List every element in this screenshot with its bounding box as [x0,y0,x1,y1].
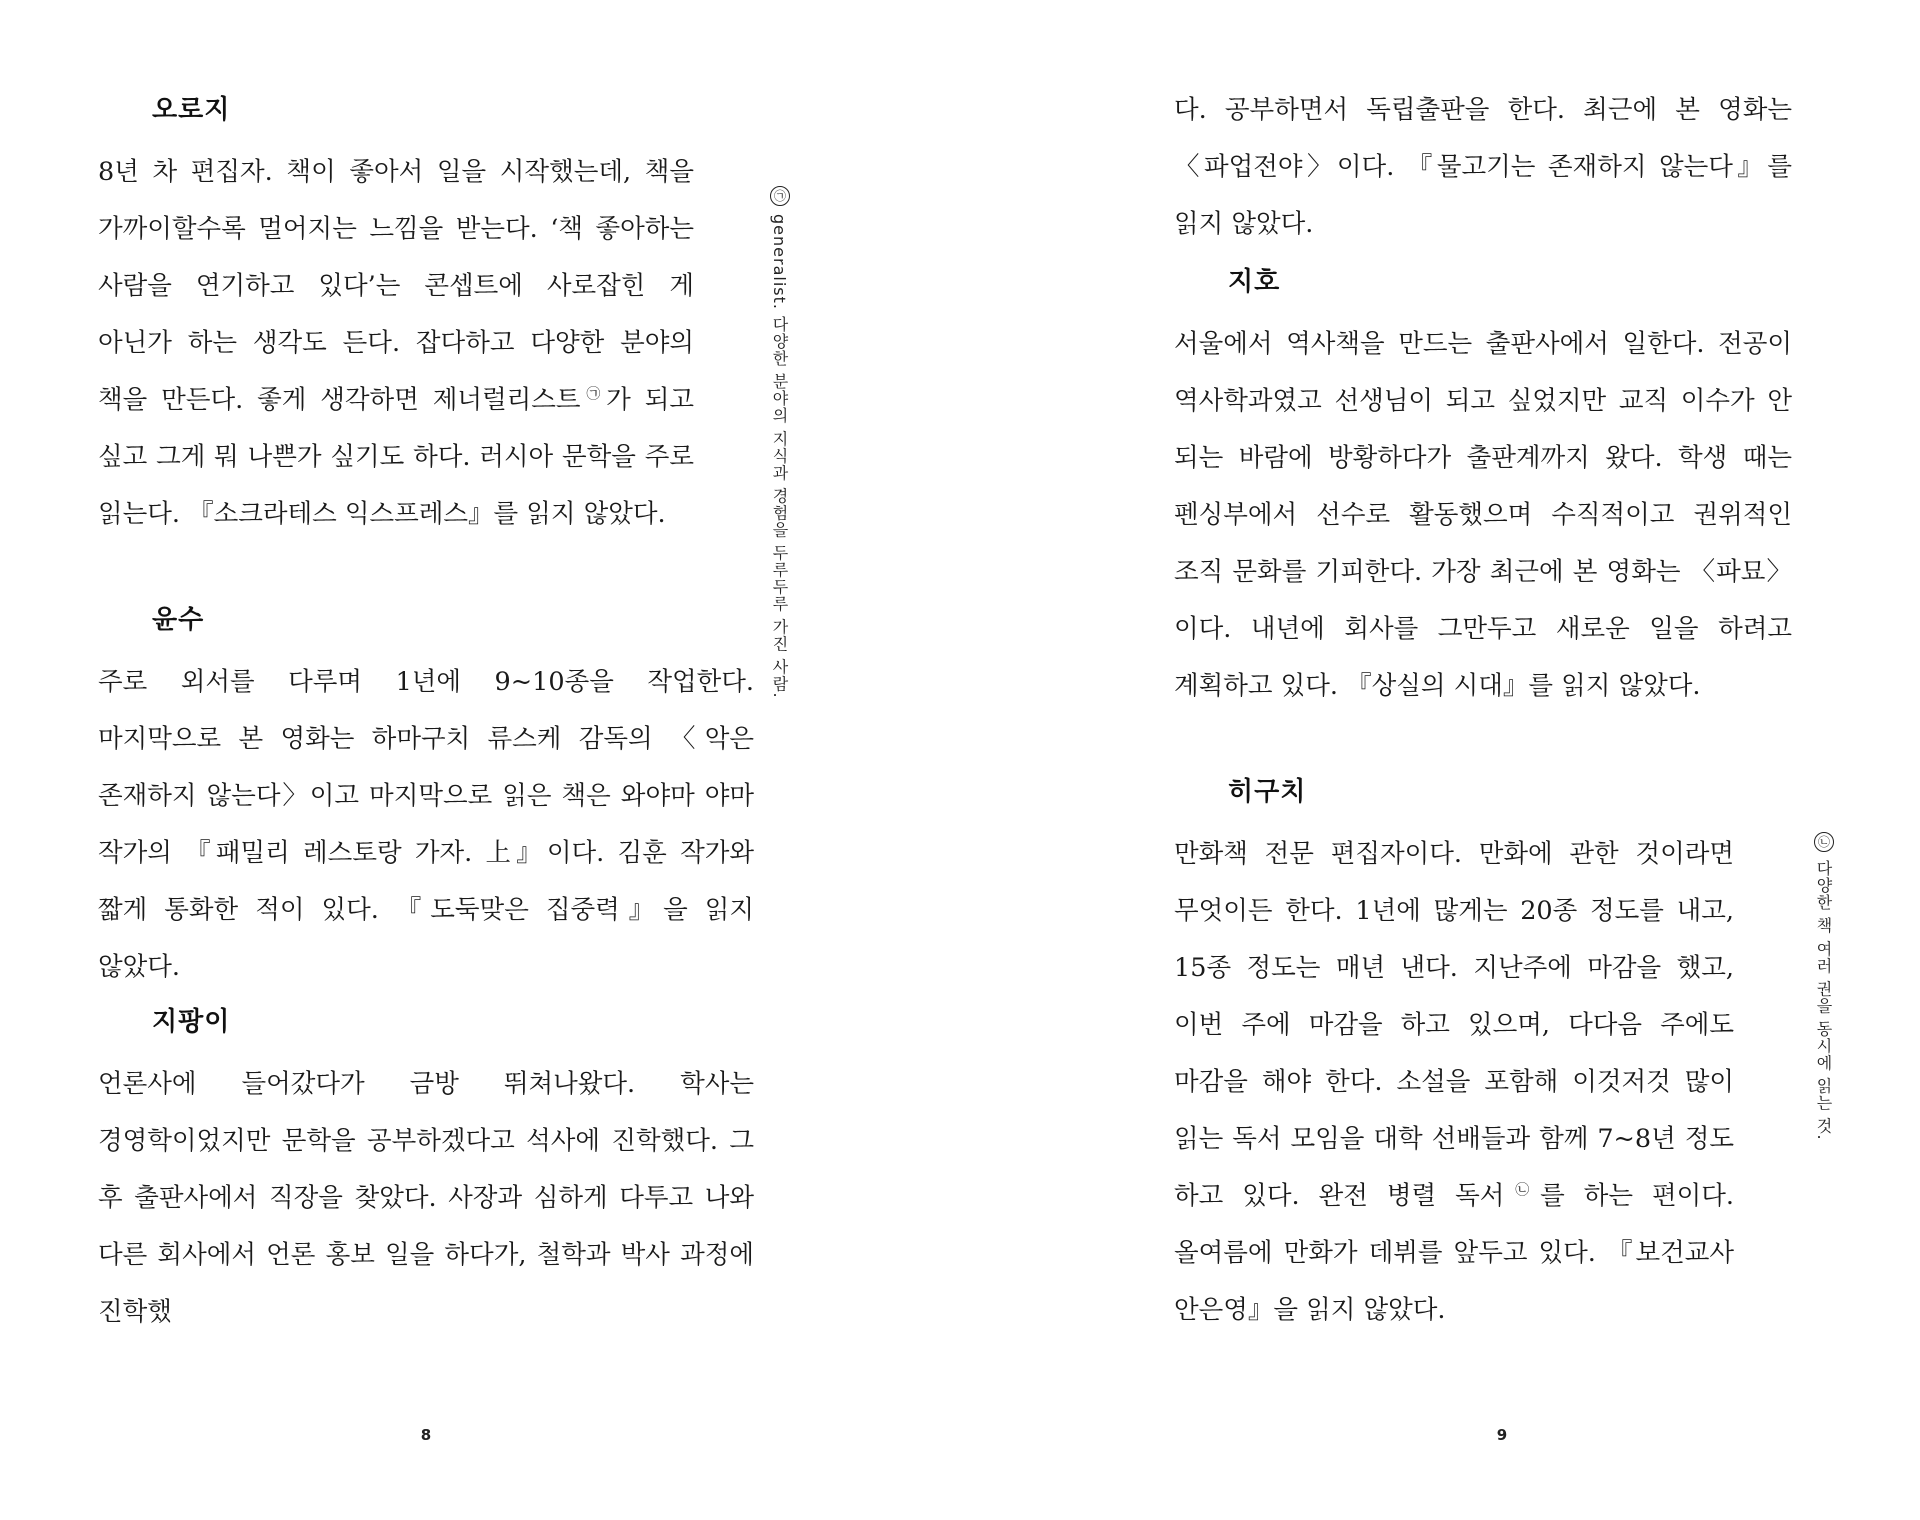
entry-jipangi [98,1002,754,1341]
right-page [960,0,1920,1520]
entry-heading: 지호 [1228,267,1281,297]
page-number: 9 [1496,1426,1508,1444]
entry-body: 만화책 전문 편집자이다. 만화에 관한 것이라면 무엇이든 한다. 1년에 많게는 20종 정도를 내고, 15종 정도는 매년 낸다. 지난주에 마감을 했고, 이번 주에 마감을 하고 있으며, 다다음 주에도 마감을 해야 한다. 소설을 포함해 이것저것 많이 읽는 독서 모임을 대학 선배들과 함께 7~8년 정도 하고 있다. 완전 병렬 독서㉡를 하는 편이다. 올여름에 만화가 데뷔를 앞두고 있다. 『보건교사 안은영』을 읽지 않았다. [1174,839,1735,1325]
entry-body: 주로 외서를 다루며 1년에 9~10종을 작업한다. 마지막으로 본 영화는 하마구치 류스케 감독의 〈악은 존재하지 않는다〉이고 마지막으로 읽은 책은 와야마 야마 작가의 『패밀리 레스토랑 가자. 上』이다. 김훈 작가와 짧게 통화한 적이 있다. 『도둑맞은 집중력』을 읽지 않았다. [98,667,754,982]
entry-higuchi [1174,772,1734,1339]
side-note-marker: ㉡ [1814,832,1834,852]
continued-text: 다. 공부하면서 독립출판을 한다. 최근에 본 영화는 〈파업전야〉이다. 『물고기는 존재하지 않는다』를 읽지 않았다. [1174,95,1792,239]
side-note-marker: ㉠ [770,186,790,206]
entry-yunsu [98,600,754,996]
entry-heading: 윤수 [152,605,205,635]
footnote-marker: ㉡ [1504,1182,1541,1199]
side-note-text: 다양한 책 여러 권을 동시에 읽는 것. [1814,860,1833,1141]
entry-heading: 히구치 [1228,777,1307,807]
side-note-generalist [768,186,798,699]
entry-body: 8년 차 편집자. 책이 좋아서 일을 시작했는데, 책을 가까이할수록 멀어지는 느낌을 받는다. ‘책 좋아하는 사람을 연기하고 있다’는 콘셉트에 사로잡힌 게 아닌가 하는 생각도 든다. 잡다하고 다양한 분야의 책을 만든다. 좋게 생각하면 제너럴리스트㉠가 되고 싶고 그게 뭐 나쁜가 싶기도 하다. 러시아 문학을 주로 읽는다. 『소크라테스 익스프레스』를 읽지 않았다. [98,157,694,529]
page-number: 8 [420,1426,432,1444]
entry-heading: 지팡이 [152,1007,231,1037]
side-note-text: generalist. 다양한 분야의 지식과 경험을 두루두루 가진 사람. [770,214,789,699]
footnote-marker: ㉠ [580,386,607,403]
entry-heading: 오로지 [152,95,231,125]
entry-body: 서울에서 역사책을 만드는 출판사에서 일한다. 전공이 역사학과였고 선생님이 되고 싶었지만 교직 이수가 안 되는 바람에 방황하다가 출판계까지 왔다. 학생 때는 펜싱부에서 선수로 활동했으며 수직적이고 권위적인 조직 문화를 기피한다. 가장 최근에 본 영화는 〈파묘〉이다. 내년에 회사를 그만두고 새로운 일을 하려고 계획하고 있다. 『상실의 시대』를 읽지 않았다. [1174,329,1792,701]
side-note-parallel-reading [1812,832,1842,1141]
entry-body: 언론사에 들어갔다가 금방 뛰쳐나왔다. 학사는 경영학이었지만 문학을 공부하겠다고 석사에 진학했다. 그 후 출판사에서 직장을 찾았다. 사장과 심하게 다투고 나와 다른 회사에서 언론 홍보 일을 하다가, 철학과 박사 과정에 진학했 [98,1069,754,1327]
entry-oroji [98,90,694,543]
entry-jiho [1174,262,1792,715]
